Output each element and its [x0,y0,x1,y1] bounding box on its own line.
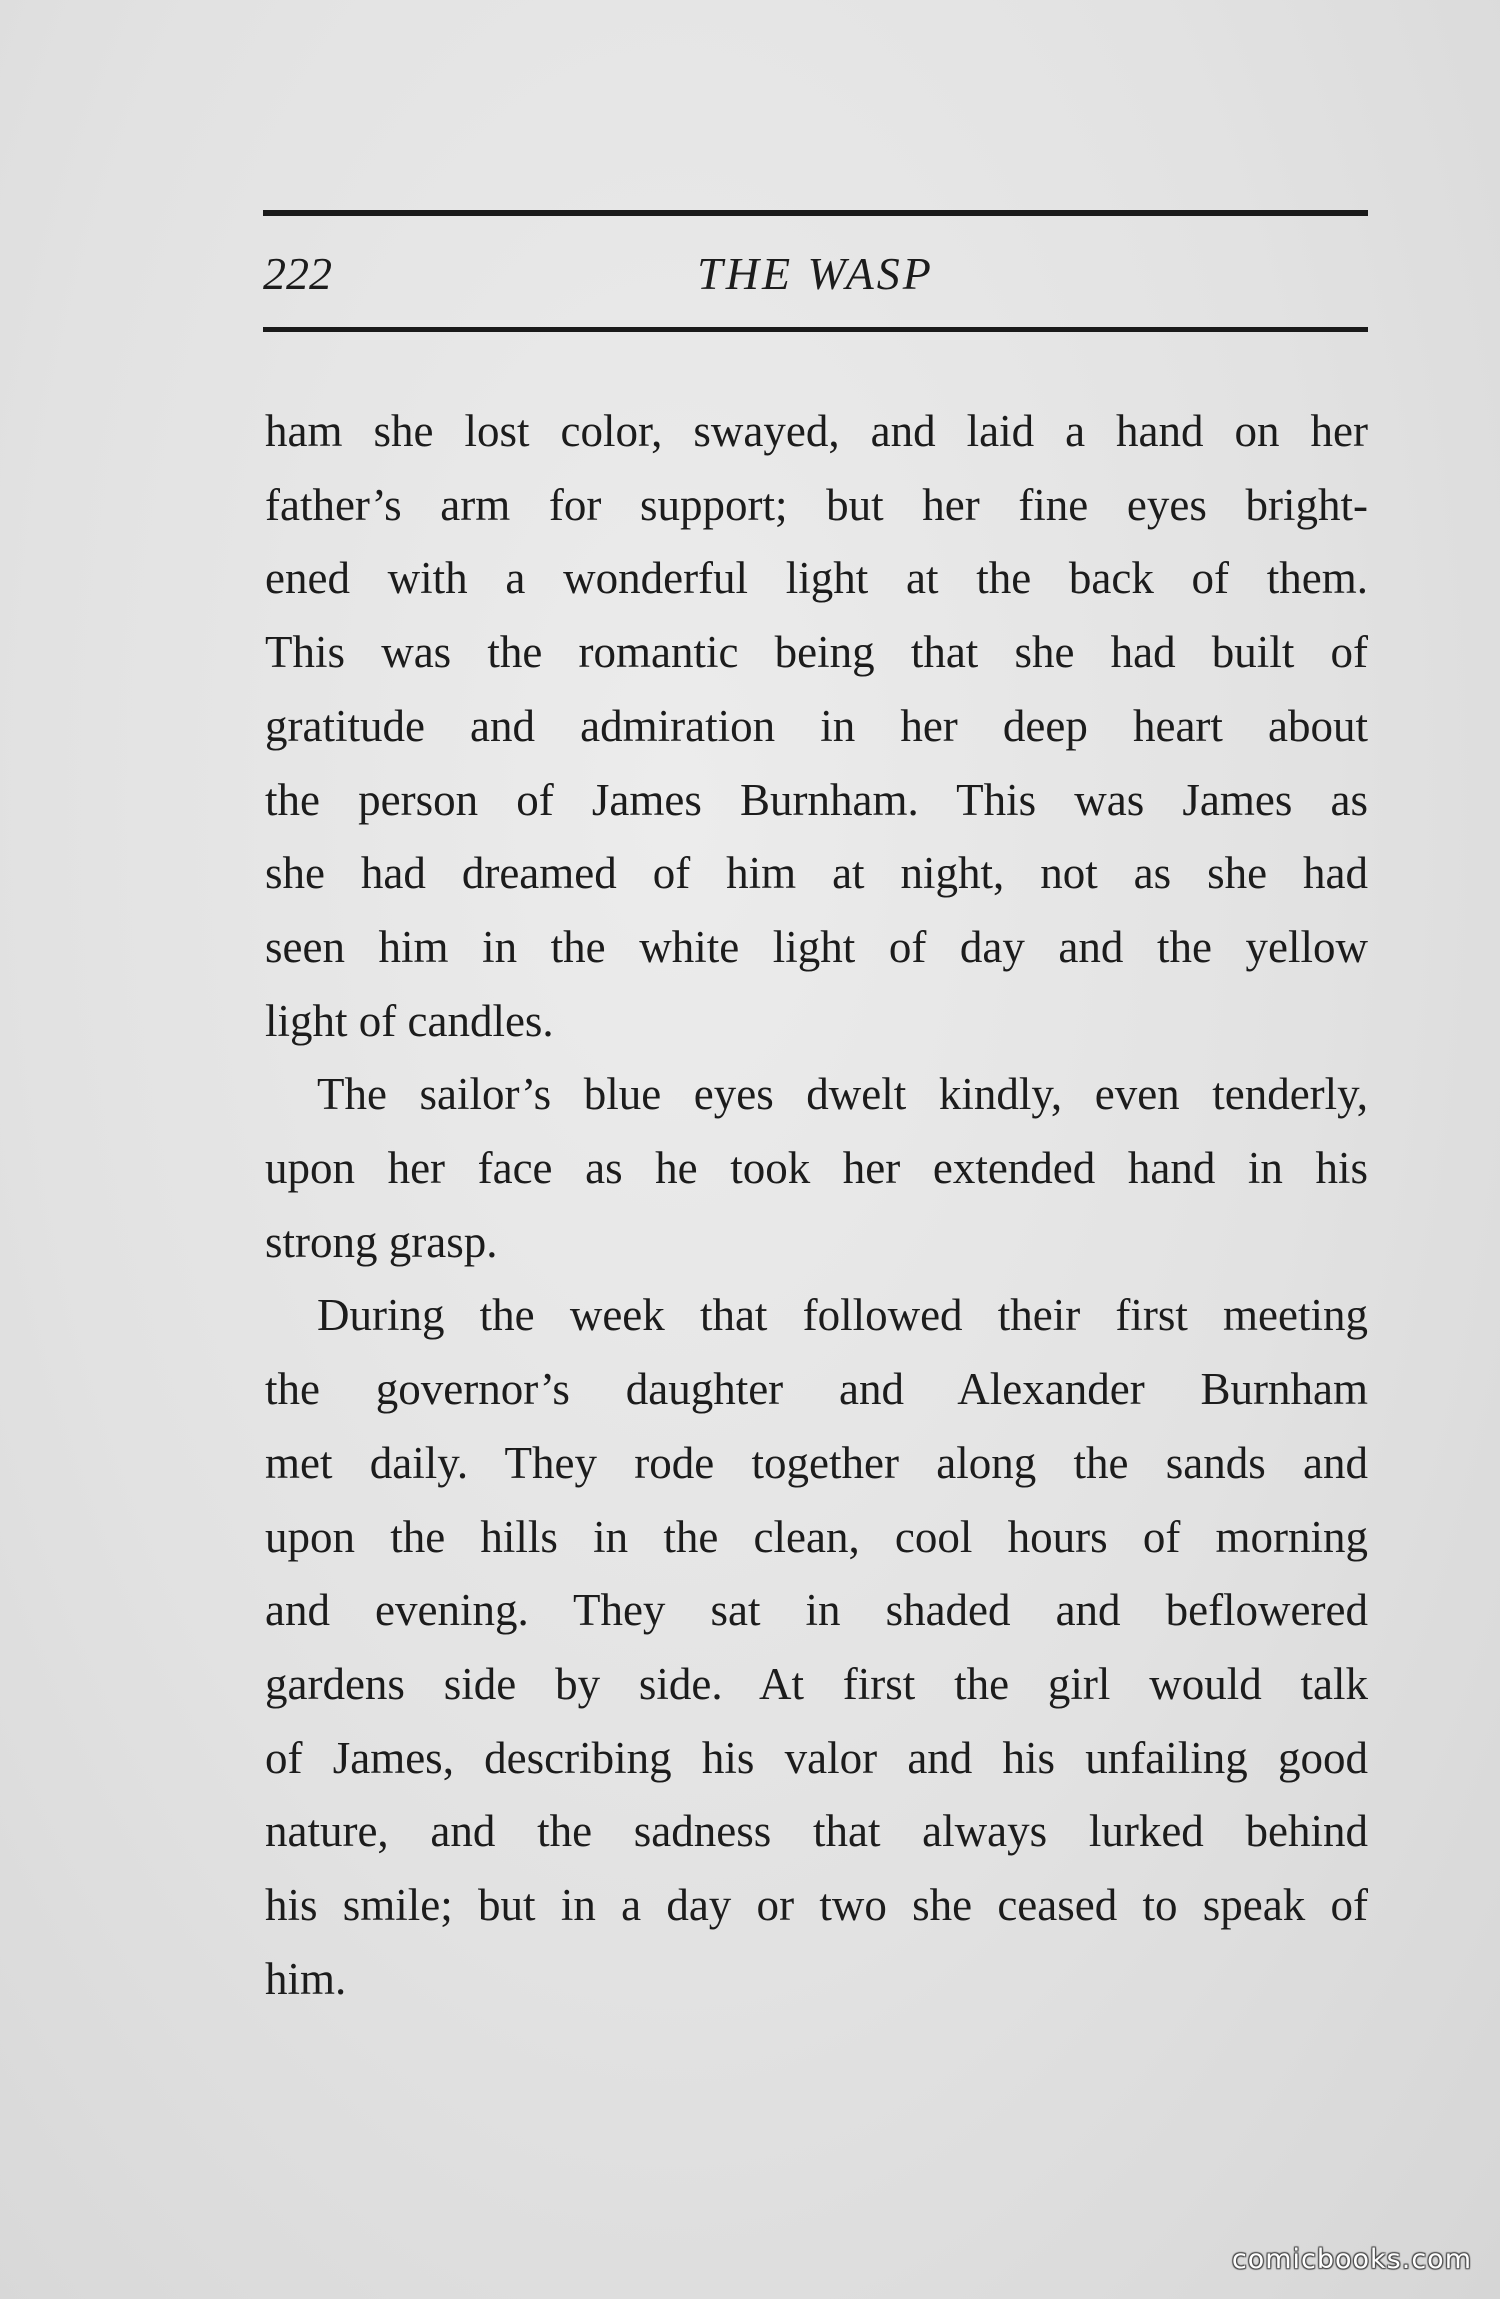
text-line: his smile; but in a day or two she ceased to speak of [265,1880,1368,1931]
text-line: the person of James Burnham. This was James as [265,774,1368,825]
paragraph-1 [265,395,1368,1058]
text-line: ened with a wonderful light at the back of them. [265,553,1368,604]
text-line: nature, and the sadness that always lurked behind [265,1806,1368,1857]
text-line: seen him in the white light of day and the yellow [265,921,1368,972]
text-line: This was the romantic being that she had built of [265,627,1368,678]
paragraph-3 [265,1279,1368,2016]
page-number: 222 [263,248,332,299]
text-line: the governor’s daughter and Alexander Burnham [265,1364,1368,1415]
text-line: The sailor’s blue eyes dwelt kindly, even tenderly, [317,1069,1368,1120]
header-rule-top [263,210,1368,216]
paragraph-2 [265,1058,1368,1279]
text-line: gratitude and admiration in her deep heart about [265,700,1368,751]
text-line: him. [265,1953,347,2004]
header-rule-bottom [263,327,1368,332]
text-line: gardens side by side. At first the girl would talk [265,1658,1368,1709]
text-line: upon the hills in the clean, cool hours of morning [265,1511,1368,1562]
text-line: father’s arm for support; but her fine eyes bright- [265,479,1368,530]
body-text [265,395,1368,2016]
text-line: met daily. They rode together along the sands and [265,1437,1368,1488]
text-line: During the week that followed their first meeting [317,1290,1368,1341]
text-line: and evening. They sat in shaded and beflowered [265,1585,1368,1636]
text-line: upon her face as he took her extended hand in his [265,1143,1368,1194]
site-watermark: comicbooks.com [1231,2244,1472,2275]
text-line: light of candles. [265,995,554,1046]
text-line: ham she lost color, swayed, and laid a hand on her [265,406,1368,456]
text-line: she had dreamed of him at night, not as she had [265,848,1368,899]
text-line: of James, describing his valor and his unfailing good [265,1732,1368,1783]
running-title: THE WASP [697,248,934,299]
text-line: strong grasp. [265,1216,498,1267]
